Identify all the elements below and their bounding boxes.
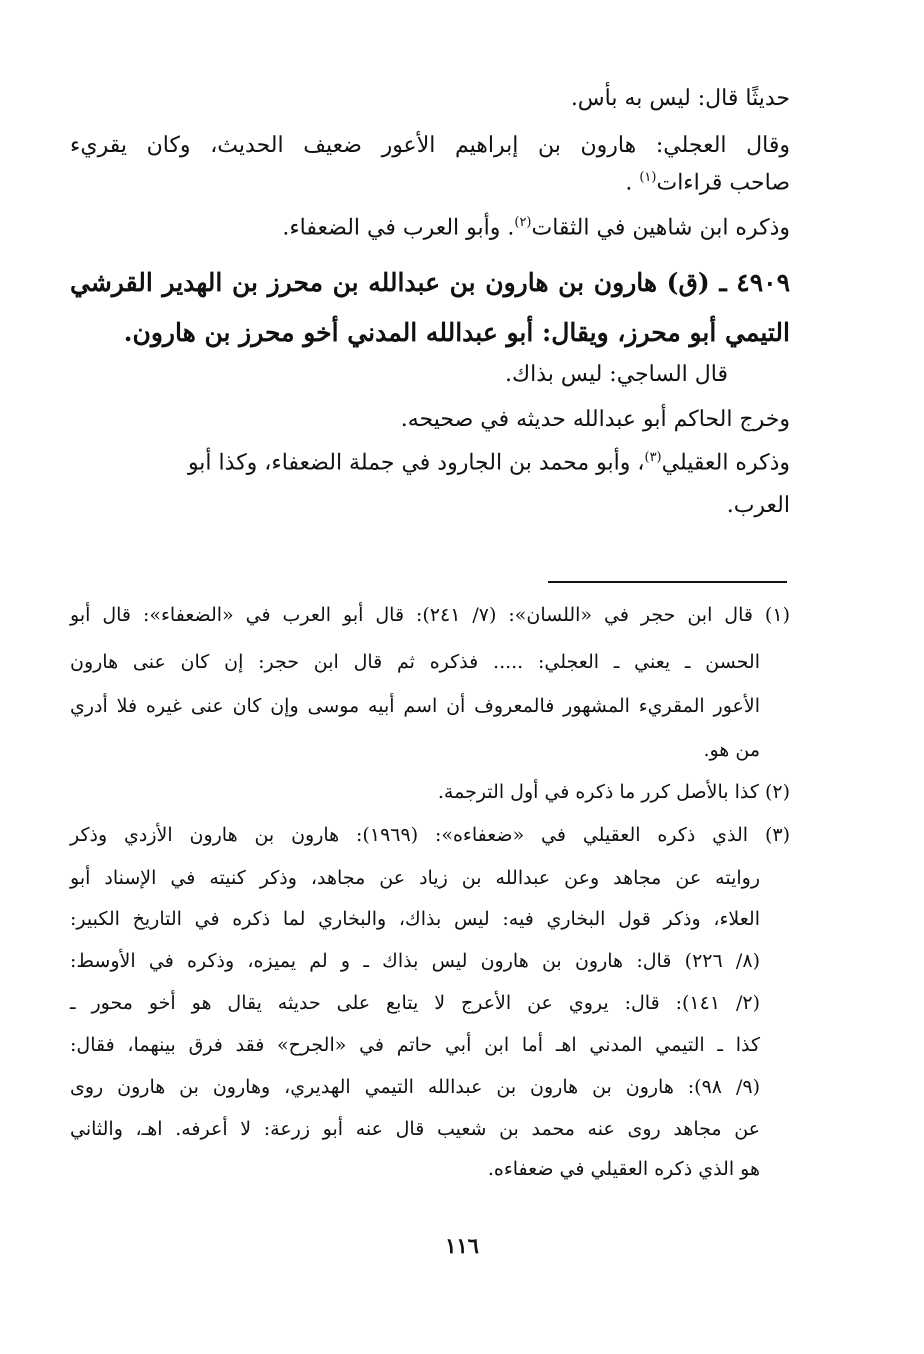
fn3-text-7: (٩/ ٩٨): هارون بن هارون بن عبدالله التيمي الهديري، وهارون بن هارون روى [70,1076,760,1098]
fn1-text-3: الأعور المقريء المشهور فالمعروف أن اسم أبيه موسى وإن كان عنى غيره فلا أدري [70,695,760,717]
text-line-3-content: صاحب قراءات [656,170,790,196]
uqayli-text-b: ، وأبو محمد بن الجارود في جملة الضعفاء، وكذا أبو [187,450,645,476]
footnote-3-line-8 [70,1118,790,1140]
footnote-marker-3: (٣) [644,450,662,465]
fn2-text-1: (٢) كذا بالأصل كرر ما ذكره في أول الترجمة. [437,781,790,803]
fn1-text-2: الحسن ـ يعني ـ العجلي: ..... فذكره ثم قال ابن حجر: إن كان عنى هارون [70,651,760,673]
text-line-3: صاحب قراءات$^{(١)}$ . [625,170,790,196]
fn3-text-8: عن مجاهد روى عنه محمد بن شعيب قال عنه أبو زرعة: لا أعرفه. اهـ، والثاني [70,1118,760,1140]
footnote-2-line-1 [70,781,790,803]
fn3-text-4: (٨/ ٢٢٦) قال: هارون بن هارون ليس بذاك ـ و لم يميزه، وذكره في الأوسط: [70,950,760,972]
footnote-3-line-4 [70,950,790,972]
fn3-text-2: روايته عن مجاهد وعن عبدالله بن زياد عن مجاهد، وذكر كنيته في الإسناد أبو [70,867,760,889]
fn3-text-1: (٣) الذي ذكره العقيلي في «ضعفاءه»: (١٩٦٩): هارون بن هارون الأزدي وذكر [70,824,790,846]
uqayli-text-c: العرب. [726,493,790,518]
text-line-2-content: وقال العجلي: هارون بن إبراهيم الأعور ضعيف الحديث، وكان يقريء [70,133,790,158]
entry-heading-1-text: ٤٩٠٩ ـ (ق) هارون بن هارون بن عبدالله بن محرز بن الهدير القرشي [70,268,790,297]
text-line-4-content-a: وذكره ابن شاهين في الثقات [531,215,790,241]
footnote-1-line-2 [70,651,790,673]
uqayli-text-a: وذكره العقيلي [661,450,790,476]
footnotes-block [70,0,790,1220]
text-line-1-content: حديثًا قال: ليس به بأس. [570,86,790,111]
footnote-3-line-5 [70,992,790,1014]
fn3-text-6: كذا ـ التيمي المدني اهـ أما ابن أبي حاتم في «الجرح» فقد فرق بينهما، فقال: [70,1034,760,1056]
fn3-text-9: هو الذي ذكره العقيلي في ضعفاءه. [487,1158,760,1180]
hakim-text: وخرج الحاكم أبو عبدالله حديثه في صحيحه. [400,407,790,432]
footnote-marker-1: (١) [639,170,657,185]
footnote-1-line-1 [70,604,790,626]
footnote-3-line-7 [70,1076,790,1098]
fn1-text-1: (١) قال ابن حجر في «اللسان»: (٧/ ٢٤١): قال أبو العرب في «الضعفاء»: قال أبو [70,604,790,626]
text-line-4: وذكره ابن شاهين في الثقات$^{(٢)}$. وأبو العرب في الضعفاء. [282,215,790,241]
fn3-text-5: (٢/ ١٤١): قال: يروي عن الأعرج لا يتابع على حديثه يقال هو أخو محور ـ [70,992,761,1014]
saji-text: قال الساجي: ليس بذاك. [505,362,728,387]
footnote-3-line-2 [70,867,790,889]
fn1-text-4: من هو. [703,739,760,761]
text-line-4-content-b: وأبو العرب في الضعفاء. [282,215,501,241]
footnote-1-line-3 [70,695,790,717]
footnote-marker-2: (٢) [514,215,532,230]
footnote-3-line-6 [70,1034,790,1056]
footnote-1-line-4 [70,739,790,761]
footnote-3-line-3 [70,908,790,930]
entry-heading-2-text: التيمي أبو محرز، ويقال: أبو عبدالله المدني أخو محرز بن هارون. [123,318,790,347]
footnote-3-line-9 [70,1158,790,1180]
footnote-3-line-1 [70,824,790,846]
page-number: ١١٦ [445,1233,479,1258]
fn3-text-3: العلاء، وذكر قول البخاري فيه: ليس بذاك، والبخاري لما ذكره في التاريخ الكبير: [70,908,760,930]
